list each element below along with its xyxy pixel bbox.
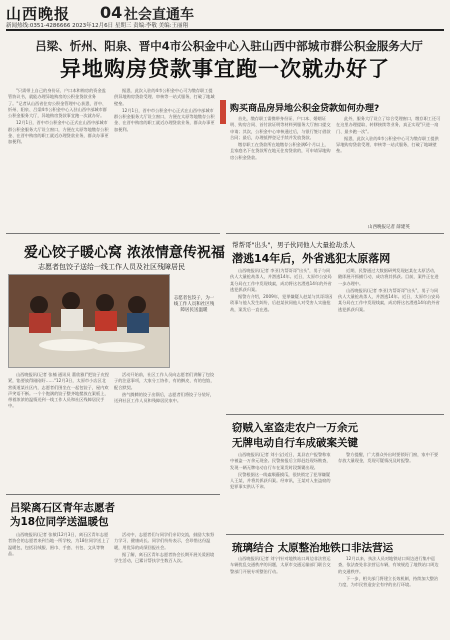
lead-paragraph: 据悉，此次入驻的4市公积金中心可为缴存职工提供异地购房贷款受理、审核等一站式服务，打破了地域壁垒。	[336, 135, 439, 154]
lead-paragraph: 此外，服务大厅设立了综合受理窗口，缴存职工还可在这里办理提取、转移接续等业务，真正实现"只进一扇门、最多跑一次"。	[336, 116, 441, 134]
story-right1-kicker: 帮帮哥"出头"，男子伙同他人大量抢劫杀人	[232, 241, 355, 249]
story-left2-headline-2: 为18位同学送温暖包	[10, 516, 109, 528]
photo-illustration	[9, 275, 169, 367]
story-right2-column-1	[230, 452, 334, 530]
story-left2-column-2	[114, 532, 218, 636]
photo-caption: 志愿者包饺子，为一线工作人员和社区残障居民送温暖	[173, 296, 215, 313]
story-paragraph: 民警根据这一线索顺藤摸瓜，很快锁定了犯罪嫌疑人王某，并将其抓获归案。经审讯，王某对入室盗窃的犯罪事实供认不讳。	[230, 471, 331, 490]
lead-kicker: 吕梁、忻州、阳泉、晋中4市公积金中心入驻山西中部城市群公积金服务大厅	[35, 39, 423, 53]
story-paragraph: 山西晚报讯(记者 刘宁)针对地铁站口周边非法营运车辆扰乱交通秩序的问题，太原市交通运输部门联合交警部门开展专项整治行动。	[230, 556, 331, 574]
divider	[6, 233, 220, 234]
masthead-rule	[6, 29, 444, 31]
divider	[226, 414, 444, 415]
story-right3-headline: 琉璃结合 太原整治地铁口非法营运	[232, 542, 394, 554]
story-paragraph: 热气腾腾的饺子出锅后，志愿者们将饺子分装好，送到社区工作人员和残障居民家中。	[114, 391, 215, 404]
newspaper-logo: 山西晚报	[6, 5, 71, 23]
lead-headline: 异地购房贷款事宜跑一次就办好了	[60, 57, 390, 81]
story-left-headline: 爱心饺子暖心窝 浓浓情意传祝福	[24, 245, 225, 261]
divider	[6, 494, 220, 495]
lead-paragraph: 首先，缴存职工需携带身份证、户口本、婚姻证明、购房合同、首付款证明等材料到服务大厅窗口提交申请；其次，公积金中心审核通过后，与银行签订借款合同；最后，办理抵押登记手续并发放贷款。	[230, 116, 331, 140]
story-left2-column-1	[8, 532, 110, 636]
story-paragraph: 山西晚报讯(记者 李亚)为帮哥哥"出头"，男子与同伙人大量抢劫杀人，并潜逃14年。近日，太原市公安局某分局在工作中发现线索，成功将这名潜逃14年的外省逃犯抓获归案。	[338, 287, 440, 312]
story-paragraph: 活动开始前，社区工作人员向志愿者们讲解了包饺子的注意事项，大家分工协作，有的擀皮、有的包馅，配合默契。	[114, 372, 215, 390]
volunteers-photo	[8, 274, 170, 368]
lead-subhead: 购买商品房异地公积金贷款如何办理?	[230, 104, 380, 114]
story-right3-column-2	[338, 556, 442, 636]
story-paragraph: 近期，民警通过大数据研判发现赵某在太原活动，随即展开抓捕行动，成功将其抓获。目前，案件正在进一步办理中。	[338, 268, 439, 286]
story-paragraph: 警方提醒，广大群众外出时要锁好门窗，家中不要存放大量现金，发现可疑情况及时报警。	[338, 452, 439, 464]
story-right1-headline: 潜逃14年后，外省逃犯太原落网	[232, 252, 391, 265]
masthead-info: 新闻热线:0351-4286666 2023年12月6日 星期三 责编:李敬 美编:王丽翔	[6, 23, 189, 29]
lead-column-3	[230, 116, 332, 228]
lead-column-2	[114, 88, 216, 228]
lead-paragraph: 12月1日，晋中市公积金中心正式在山西中部城市群公积金服务大厅设立窗口，方便在太原等地缴存公积金、在晋中购房的职工就近办理贷款业务，群众办事更加便利。	[114, 107, 215, 132]
lead-author: 山西晚报记者 薛建英	[368, 225, 410, 230]
story-paragraph: 山西晚报讯(记者 张楠 通讯员 董欣雅)"把饺子皮捏紧，馅要放得刚刚好……"12月3日，太原市小店区北营街道某社区内，志愿者们围坐在一起包饺子，屋内欢声笑语不断。一个个饱满的饺子整齐地摆放在案板上，带着浓浓的温情送到一线工作人员和社区残障居民手中。	[8, 372, 109, 409]
story-left-column-2	[114, 372, 218, 490]
story-right2-headline: 窃贼入室盗走农户一万余元	[232, 422, 358, 434]
story-left-subhead: 志愿者包饺子送给一线工作人员及社区残障居民	[38, 263, 185, 271]
story-paragraph: 下一步，相关部门将建立长效机制，持续加大整治力度，为市民营造安全有序的出行环境。	[338, 575, 439, 588]
story-paragraph: 活动中，志愿者们与同学们亲切交流，鼓励大家努力学习、健康成长。同学们纷纷表示，会珍惜这份温暖，用优异的成绩回报社会。	[114, 532, 215, 550]
lead-column-4	[336, 116, 442, 228]
story-left-column-1	[8, 372, 110, 490]
lead-paragraph: 12月1日，晋中市公积金中心正式在山西中部城市群公积金服务大厅设立窗口，方便在太原等地缴存公积金、在晋中购房的职工就近办理贷款业务，群众办事更加便利。	[8, 120, 109, 145]
story-paragraph: 山西晚报讯(记者 李亚)为帮哥哥"出头"，男子与同伙人大量抢劫杀人，并潜逃14年。近日，太原市公安局某分局在工作中发现线索，成功将这名潜逃14年的外省逃犯抓获归案。	[230, 268, 332, 292]
subhead-accent-bar	[220, 100, 226, 124]
section-title: 社会直通车	[124, 7, 194, 23]
story-right1-column-1	[230, 268, 334, 410]
lead-paragraph: 据悉，此次入驻的4市公积金中心可为缴存职工提供异地购房贷款受理、审核等一站式服务，打破了地域壁垒。	[114, 88, 215, 106]
story-right2-subhead: 无牌电动自行车成破案关键	[232, 437, 358, 449]
story-paragraph: 据了解，离石区青年志愿者协会长期开展关爱困境学生活动，已累计帮扶学生数百人次。	[114, 551, 215, 564]
divider	[226, 233, 444, 234]
masthead	[6, 3, 444, 31]
story-paragraph: 山西晚报讯(记者 张敏)12月3日，离石区青年志愿者协会的志愿者来到当地一所学校，为18位同学送上了温暖包，包括羽绒服、围巾、手套、书包、文具等物品。	[8, 532, 110, 556]
page-number: 04	[100, 3, 123, 22]
lead-column-1	[8, 88, 110, 228]
story-right2-column-2	[338, 452, 442, 530]
story-left2-headline: 吕梁离石区青年志愿者	[10, 502, 115, 514]
story-right3-column-1	[230, 556, 334, 636]
story-paragraph: 山西晚报讯(记者 刘小宝)近日，某县农户报警称家中被盗一万余元现金。民警接报后立即赶赴现场勘查，发现一辆无牌电动自行车在案发时段频繁出现。	[230, 452, 331, 470]
story-right1-column-2	[338, 268, 442, 410]
divider	[226, 534, 444, 535]
lead-paragraph: "只需带上自己的身份证、户口本和购房的资金监管协议书，就能办理异地购房的公积金贷款业务了。"记者从山西省住房公积金管理中心获悉，晋中、忻州、阳泉、吕梁4市公积金中心入驻山西中部城市群公积金服务大厅，异地购房贷款事宜跑一次就办好。	[8, 88, 107, 119]
story-paragraph: 12月以来，执法人员对地铁站口周边进行集中巡查，依法查处非法营运车辆，有效规范了地铁站口周边的交通秩序。	[338, 556, 439, 574]
lead-paragraph: 缴存职工在贷款所在地缴存公积金满6个月以上，且家庭名下在贷款所在地无住房贷款的，可申请异地购房公积金贷款。	[230, 142, 331, 160]
story-paragraph: 据警方介绍，2009年，犯罪嫌疑人赵某与其哥哥因琐事与他人发生纠纷，后赵某伙同他人对受害人实施抢劫，案发后一直在逃。	[230, 294, 333, 312]
